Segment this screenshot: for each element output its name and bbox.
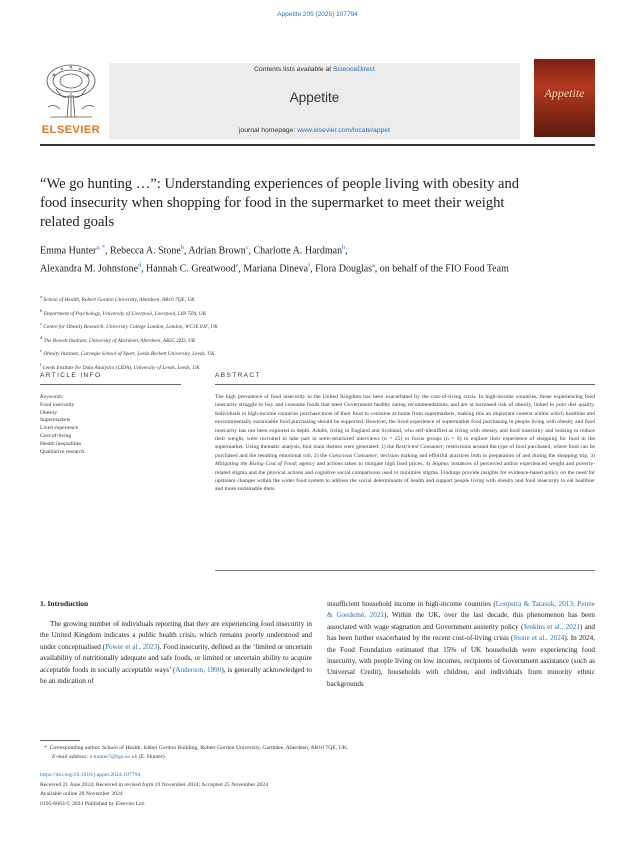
- elsevier-wordmark[interactable]: ELSEVIER: [41, 124, 101, 136]
- affiliation-item: $^b$ Department of Psychology, University of Liverpool, Liverpool, L69 7ZA, UK: [40, 307, 207, 317]
- author-name[interactable]: Rebecca A. Stone: [110, 245, 181, 257]
- author-sup[interactable]: c: [245, 245, 249, 251]
- keyword: Lived experience: [40, 425, 79, 432]
- article-info-rule: [40, 384, 181, 385]
- keyword: Food insecurity: [40, 401, 75, 408]
- keyword: Obesity: [40, 409, 58, 416]
- cover-title: Appetite: [544, 86, 585, 100]
- affiliation-item: $^c$ Centre for Obesity Research, University College London, London, WC1E 6JF, UK: [40, 321, 218, 330]
- author-name[interactable]: Flora Douglas: [315, 263, 373, 275]
- affiliations: [40, 292, 540, 373]
- author-name[interactable]: Charlotte A. Hardman: [253, 245, 343, 257]
- keyword: Health inequalities: [40, 440, 82, 447]
- journal-title: Appetite: [289, 90, 340, 105]
- author-list: Emma Hunter$^{a, *}$, Rebecca A. Stone$^b$, Adrian Brown$^c$, Charlotte A. Hardman$^b$, Alexandra M. Johnstone$^d$, Hannah C. Greatwood$^e$, Mariana Dineva$^f$, Flora Douglas$^a$, on behalf of the FIO Food Team: [40, 245, 509, 275]
- keyword: Supermarkets: [40, 417, 71, 424]
- abstract-text: The high prevalence of food insecurity in the United Kingdom has been exacerbated by the cost-of-living crisis. In high-income countries, those experiencing food insecurity struggle to buy and consume foods that meet Government healthy eating recommendations, and are at increased risk of obesity, linked to poor diet quality. Individuals in high-income countries purchase most of their food to consume at home from supermarkets, making this an important context within which healthier and environmentally sustainable food purchasing should be supported. However, the lived experience of supermarket food purchasing in people living with obesity and food insecurity has not been explored in depth. Adults, living in England and Scotland, who self-identified as living with obesity and food insecurity and looking to reduce their weight, were recruited to take part in semi-structured interviews (n = 25) or focus groups (n = 8) to explore their experience of shopping for food in the supermarket. Using thematic analysis, four main themes were generated: 1) the Restricted Consumer; restrictions around the type of food purchased, where food can be purchased and the resulting emotional toll, 2) the Conscious Consumer; decision making and effortful practices both in preparation of and during the shopping trip, 3) Mitigating the Rising Cost of Food; agency and actions taken to mitigate high food prices, 4) Stigma; instances of perceived and/or experienced weight and poverty-related stigma and the physical actions and cognitive social comparisons used to minimise stigma. Findings provide insights for evidence-based policy on the need for upstream changes within the wider food system to address the social determinants of health and support people living with obesity and food insecurity to eat healthier and more sustainable diets.: [215, 394, 595, 493]
- author-sup[interactable]: a, *: [96, 245, 106, 251]
- author-name[interactable]: Adrian Brown: [188, 245, 246, 257]
- journal-homepage-link[interactable]: www.elsevier.com/locate/appet: [297, 127, 391, 134]
- affiliation-item: $^f$ Leeds Institute for Data Analytics (LIDA), University of Leeds, Leeds, UK: [40, 361, 200, 371]
- author-sup[interactable]: b: [180, 245, 184, 251]
- keyword: Qualitative research: [40, 448, 85, 455]
- authors-suffix: on behalf of the FIO Food Team: [379, 263, 509, 275]
- contents-line: Contents lists available at ScienceDirect: [254, 66, 375, 73]
- abstract-bottom-rule: [215, 570, 595, 571]
- abstract-rule: [215, 384, 595, 385]
- publication-info: [40, 771, 440, 810]
- keywords-list: [40, 394, 181, 456]
- corresponding-author-footnote: * Corresponding author. School of Health, Ishbel Gordon Building, Robert Gordon University, Garthdee, Aberdeen, AB10 7QE, UK. E-mail address: e.hunter7@rgu.ac.uk (E. Hunter).: [44, 745, 349, 761]
- received-dates: Received 21 June 2024; Received in revised form 19 November 2024; Accepted 25 November 2024: [40, 781, 269, 788]
- email-link[interactable]: e.hunter7@rgu.ac.uk: [89, 754, 138, 761]
- body-column-right: insufficient household income in high-income countries (Loopstra & Tarasuk, 2013; Penne & Goedemé, 2021). Within the UK, over the last decade, this phenomenon has been associated with wage stagnation and Government austerity policy (Jenkins et al., 2021) and has been further exacerbated by the recent cost-of-living crisis (Stone et al., 2024). In 2024, the Food Foundation estimated that 15% of UK households were experiencing food insecurity, with people living on low incomes, recipients of Government assistance (such as Universal Credit), households with children, and individuals from minority ethnic backgrounds: [327, 600, 595, 688]
- author-sup[interactable]: d: [138, 262, 142, 269]
- section-heading-introduction: 1. Introduction: [40, 599, 89, 608]
- keyword: Cost-of-living: [40, 432, 72, 439]
- author-sup[interactable]: b: [342, 245, 346, 251]
- article-info-heading: ARTICLE INFO: [40, 372, 102, 379]
- reference-link[interactable]: Anderson, 1990: [175, 665, 222, 674]
- header-rule: [40, 144, 595, 146]
- keywords-label: Keywords:: [40, 394, 64, 400]
- sciencedirect-link[interactable]: ScienceDirect: [333, 66, 375, 73]
- available-online: Available online 28 November 2024: [40, 791, 123, 798]
- author-name[interactable]: Emma Hunter: [40, 245, 97, 257]
- author-sup[interactable]: f: [308, 262, 311, 269]
- article-title: “We go hunting …”: Understanding experiences of people living with obesity and food insecurity when shopping for food in the supermarket to meet their weight related goals: [40, 176, 520, 230]
- issn-copyright: 0195-6663/© 2024 Published by Elsevier Ltd.: [40, 801, 146, 808]
- journal-citation[interactable]: Appetite 205 (2025) 107794: [277, 11, 358, 18]
- reference-link[interactable]: Loopstra & Tarasuk, 2013; Penne & Goedemé, 2021: [327, 600, 595, 620]
- footnote-rule: [40, 740, 80, 741]
- affiliation-item: $^a$ School of Health, Robert Gordon University, Aberdeen, AB10 7QE, UK: [40, 294, 195, 303]
- author-name[interactable]: Alexandra M. Johnstone: [40, 263, 139, 275]
- affiliation-item: $^d$ The Rowett Institute, University of Aberdeen, Aberdeen, AB25 2ZD, UK: [40, 334, 196, 344]
- doi-link[interactable]: https://doi.org/10.1016/j.appet.2024.107794: [40, 772, 141, 778]
- author-name[interactable]: Mariana Dineva: [243, 263, 309, 275]
- author-name[interactable]: Hannah C. Greatwood: [146, 263, 236, 275]
- affiliation-item: $^e$ Obesity Institute, Carnegie School of Sport, Leeds Beckett University, Leeds, UK: [40, 348, 215, 358]
- reference-link[interactable]: Jenkins et al., 2021: [523, 622, 580, 631]
- abstract-heading: ABSTRACT: [215, 372, 261, 379]
- author-sup[interactable]: a: [372, 262, 375, 269]
- author-sup[interactable]: e: [235, 262, 239, 269]
- reference-link[interactable]: Power et al., 2023: [105, 642, 158, 651]
- homepage-line: journal homepage: www.elsevier.com/locate/appet: [238, 127, 391, 134]
- body-column-left: The growing number of individuals reporting that they are experiencing food insecurity in the United Kingdom indicates a public health crisis, which remains poorly understood and under conceptualised (Power et al., 2023). Food insecurity, defined as the ‘limited or uncertain availability of nutritionally adequate and safe foods, or limited or uncertain ability to acquire acceptable foods in socially acceptable ways’ (Anderson, 1990), is generally acknowledged to be an indication of: [40, 620, 313, 686]
- reference-link[interactable]: Stone et al., 2024: [513, 634, 565, 643]
